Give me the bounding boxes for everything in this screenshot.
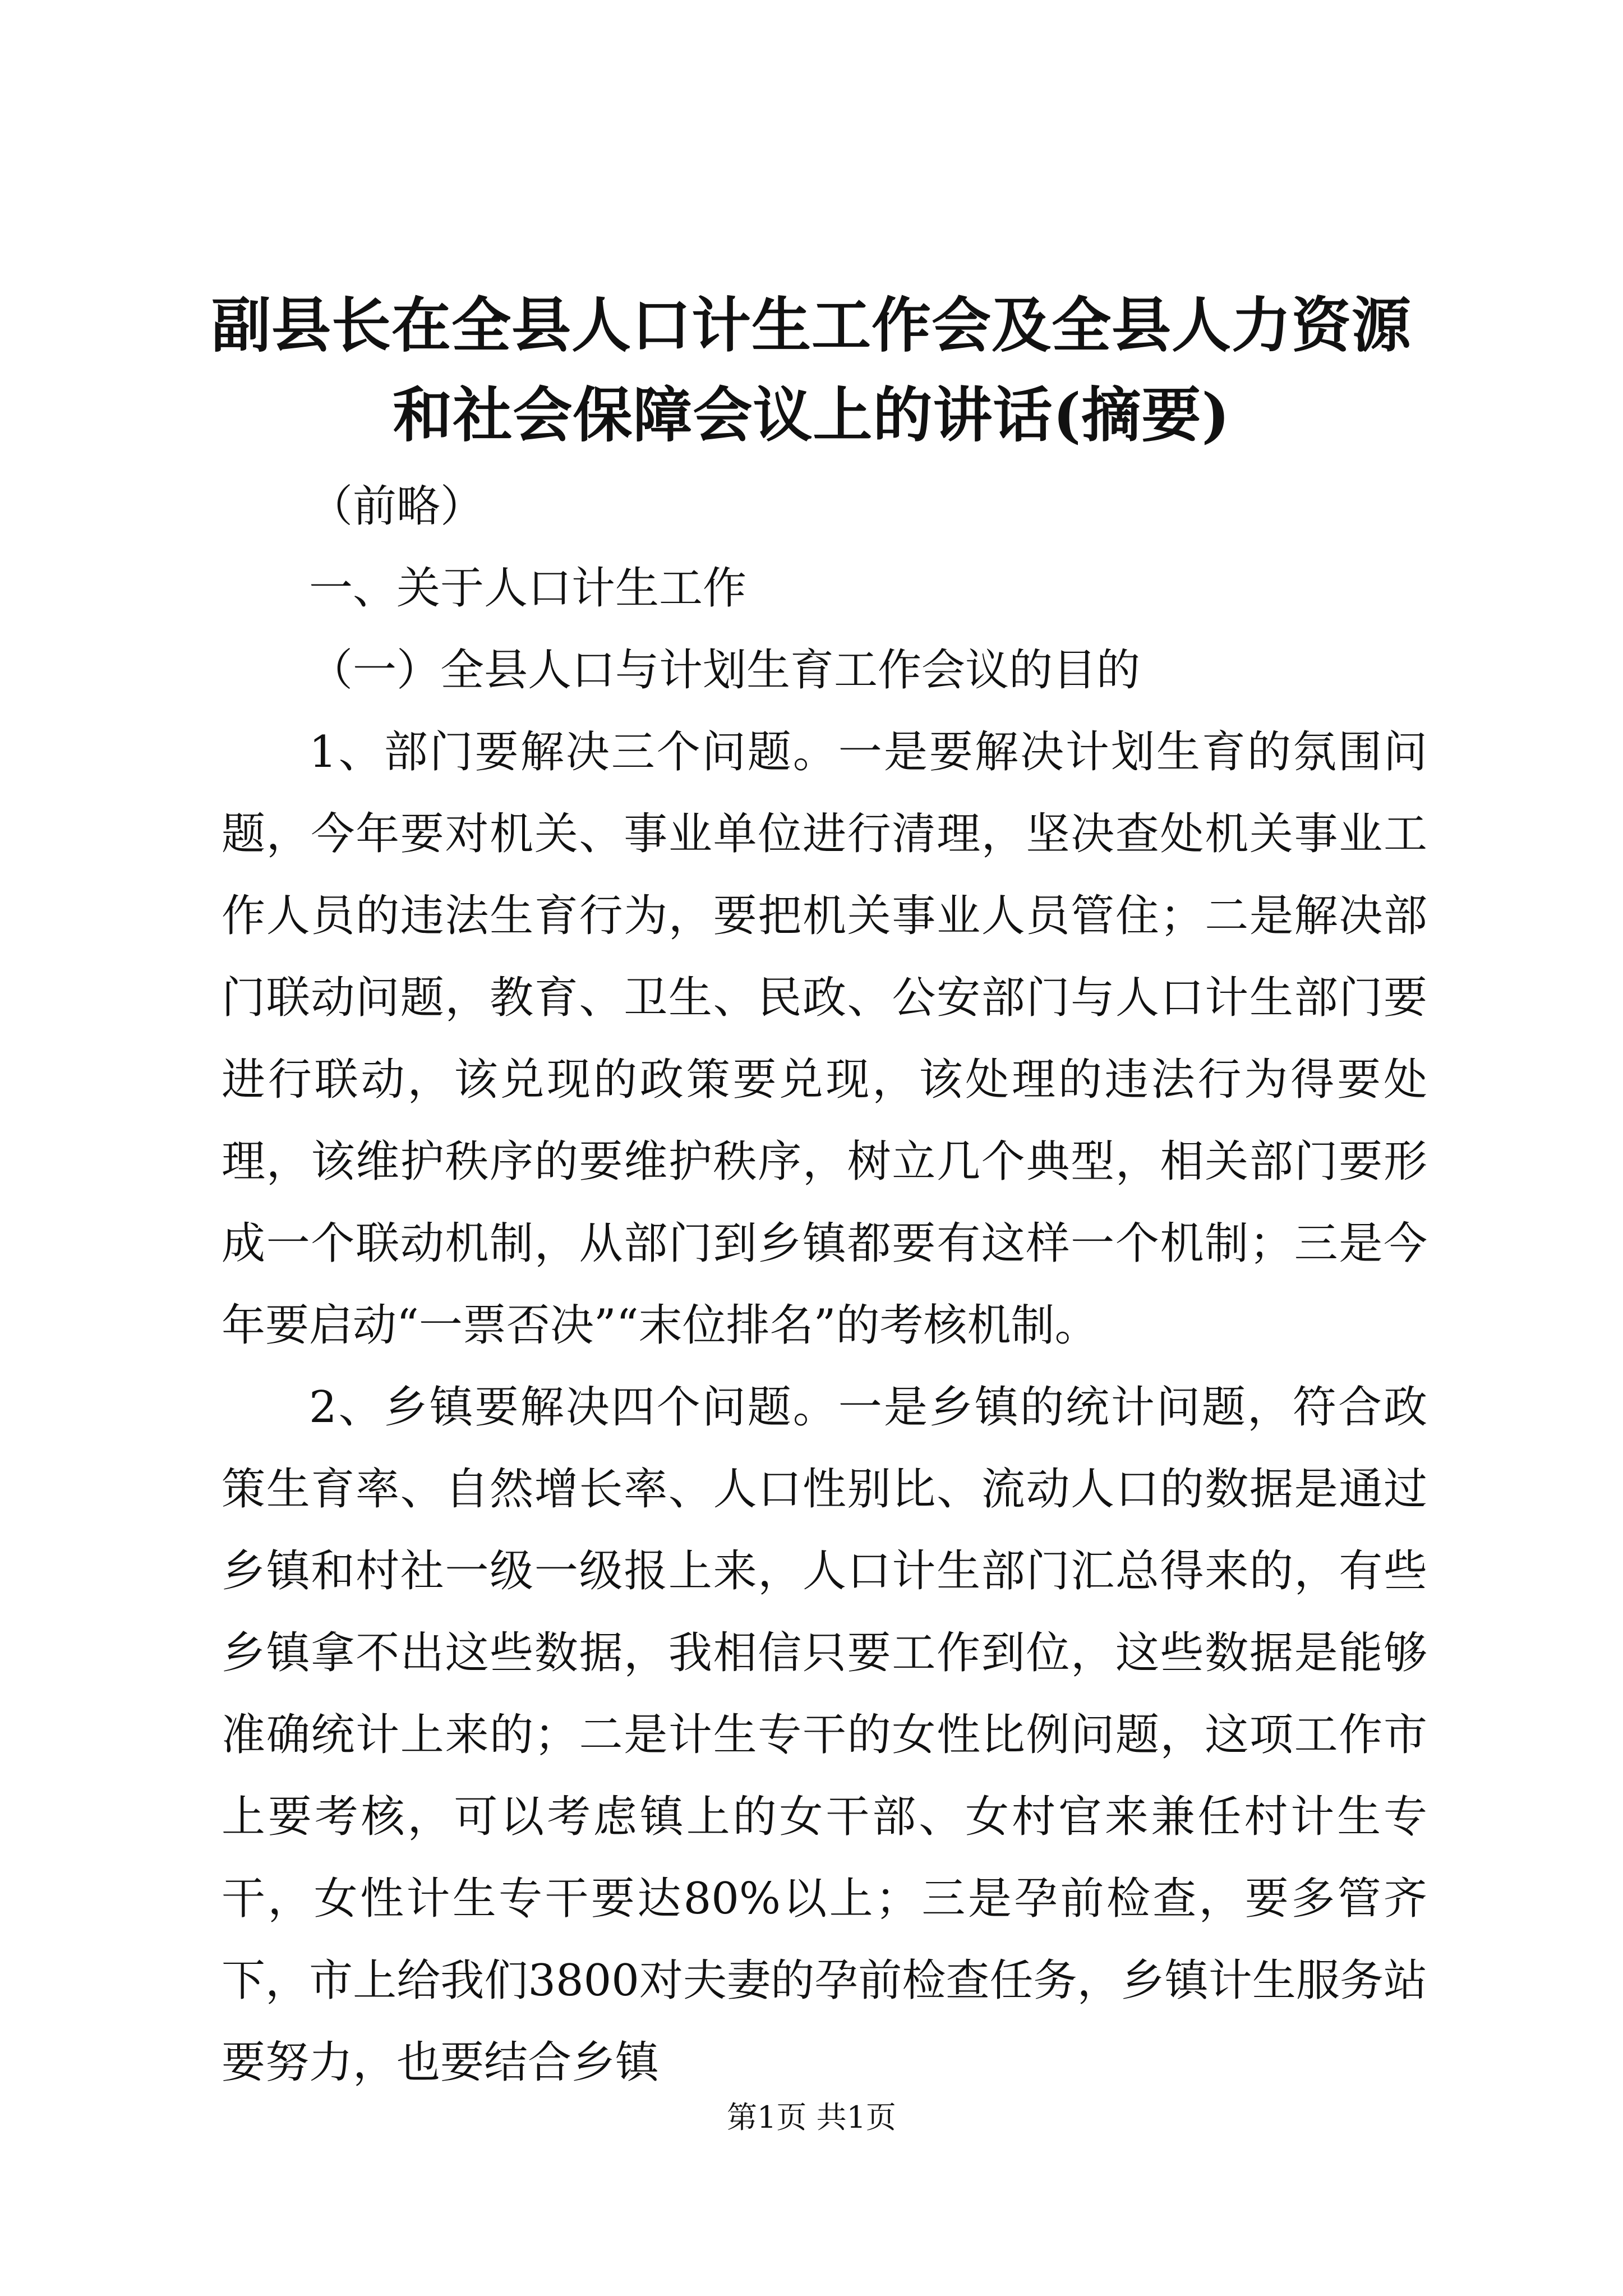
subsection-heading: （一）全县人口与计划生育工作会议的目的 xyxy=(309,645,1141,696)
title-line-1: 副县长在全县人口计生工作会及全县人力资源 xyxy=(211,290,1412,360)
paragraph-preface: （前略） xyxy=(309,481,485,532)
page-number-footer: 第1页 共1页 xyxy=(727,2100,896,2135)
title-line-2: 和社会保障会议上的讲话(摘要) xyxy=(393,380,1230,450)
document-body xyxy=(222,466,1427,2104)
document-title xyxy=(168,280,1455,460)
paragraph-departments: 1、部门要解决三个问题。一是要解决计划生育的氛围问题，今年要对机关、事业单位进行清理，坚决查处机关事业工作人员的违法生育行为，要把机关事业人员管住；二是解决部门联动问题，教育、卫生、民政、公安部门与人口计生部门要进行联动，该兑现的政策要兑现，该处理的违法行为得要处理，该维护秩序的要维护秩序，树立几个典型，相关部门要形成一个联动机制，从部门到乡镇都要有这样一个机制；三是今年要启动“一票否决”“末位排名”的考核机制。 xyxy=(222,727,1427,1351)
section-heading: 一、关于人口计生工作 xyxy=(309,563,747,614)
paragraph-townships: 2、乡镇要解决四个问题。一是乡镇的统计问题，符合政策生育率、自然增长率、人口性别比、流动人口的数据是通过乡镇和村社一级一级报上来，人口计生部门汇总得来的，有些乡镇拿不出这些数据，我相信只要工作到位，这些数据是能够准确统计上来的；二是计生专干的女性比例问题，这项工作市上要考核，可以考虑镇上的女干部、女村官来兼任村计生专干，女性计生专干要达80%以上；三是孕前检查，要多管齐下，市上给我们3800对夫妻的孕前检查任务，乡镇计生服务站要努力，也要结合乡镇 xyxy=(222,1382,1427,2088)
